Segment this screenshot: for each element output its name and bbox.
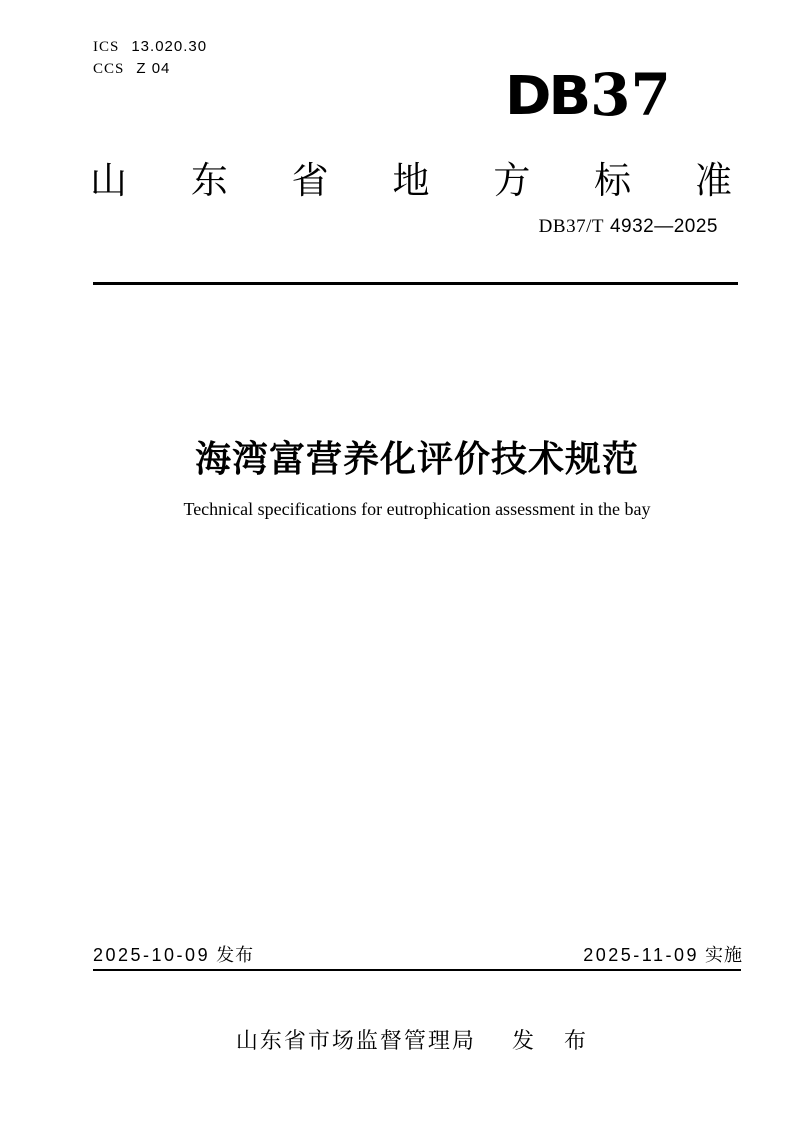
ccs-label: CCS	[93, 61, 125, 77]
db37-logo-letters: DB	[505, 65, 589, 128]
ics-label: ICS	[93, 39, 120, 55]
implementation-date-group	[583, 941, 743, 967]
issue-date: 2025-10-09	[93, 945, 211, 965]
ics-code-row	[93, 36, 207, 58]
footer-rule	[93, 969, 741, 971]
publisher-line	[93, 1024, 741, 1055]
standard-number	[539, 216, 718, 238]
implementation-label: 实施	[705, 945, 743, 965]
dates-row	[93, 941, 743, 967]
ccs-value: Z 04	[136, 60, 171, 77]
publisher-action: 发 布	[511, 1028, 599, 1053]
db37-logo	[505, 61, 671, 129]
standard-number-value: 4932—2025	[609, 216, 718, 237]
document-title-english: Technical specifications for eutrophication assessment in the bay	[183, 499, 651, 519]
document-title-chinese: 海湾富营养化评价技术规范	[194, 438, 639, 479]
publisher-organization: 山东省市场监督管理局	[235, 1028, 476, 1053]
ics-value: 13.020.30	[131, 38, 208, 55]
header-rule	[93, 282, 738, 285]
standard-number-prefix: DB37/T	[538, 216, 604, 237]
issue-label: 发布	[216, 945, 255, 965]
db37-logo-number: 37	[590, 61, 671, 129]
implementation-date: 2025-11-09	[583, 945, 699, 965]
ccs-code-row	[93, 58, 207, 80]
standard-type-heading: 山 东 省 地 方 标 准	[90, 160, 732, 201]
classification-codes	[93, 36, 207, 80]
issue-date-group	[93, 941, 254, 967]
